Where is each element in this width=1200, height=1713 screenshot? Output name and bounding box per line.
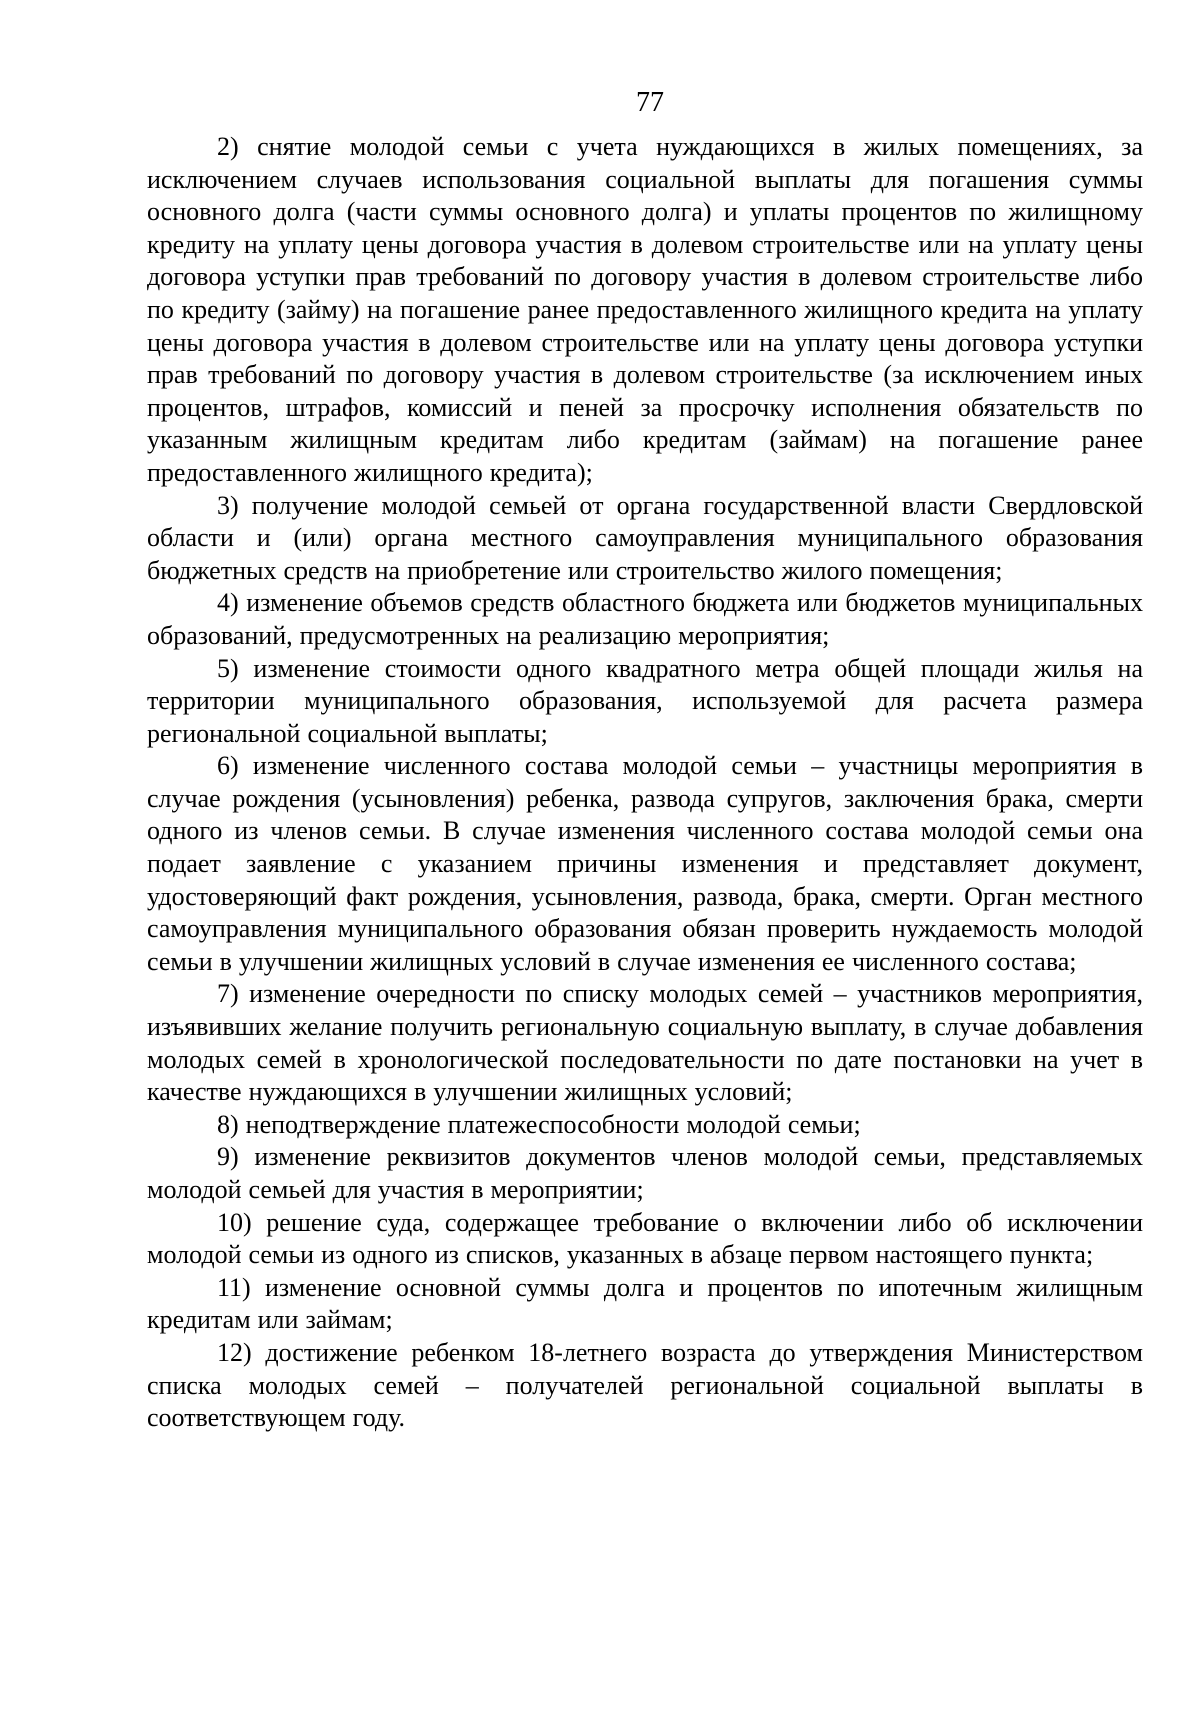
- paragraph-item-3: 3) получение молодой семьей от органа государственной власти Свердловской области и (или) органа местного самоуправления муниципального образования бюджетных средств на приобретение или строительство жилого помещения;: [147, 490, 1143, 585]
- paragraph-item-10: 10) решение суда, содержащее требование о включении либо об исключении молодой семьи из одного из списков, указанных в абзаце первом настоящего пункта;: [147, 1207, 1143, 1270]
- paragraph-item-9: 9) изменение реквизитов документов членов молодой семьи, представляемых молодой семьей для участия в мероприятии;: [147, 1142, 1143, 1204]
- paragraph-item-11: 11) изменение основной суммы долга и процентов по ипотечным жилищным кредитам или займам;: [147, 1272, 1143, 1335]
- paragraph-item-8: 8) неподтверждение платежеспособности молодой семьи;: [217, 1109, 861, 1139]
- paragraph-item-2: 2) снятие молодой семьи с учета нуждающихся в жилых помещениях, за исключением случаев использования социальной выплаты для погашения суммы основного долга (части суммы основного долга) и уплаты процентов по жилищному кредиту на уплату цены договора участия в долевом строительстве или на уплату цены договора уступки прав требований по договору участия в долевом строительстве либо по кредиту (займу) на погашение ранее предоставленного жилищного кредита на уплату цены договора участия в долевом строительстве или на уплату цены договора уступки прав требований по договору участия в долевом строительстве (за исключением иных процентов, штрафов, комиссий и пеней за просрочку исполнения обязательств по указанным жилищным кредитам либо кредитам (займам) на погашение ранее предоставленного жилищного кредита);: [147, 132, 1143, 487]
- paragraph-item-7: 7) изменение очередности по списку молодых семей – участников мероприятия, изъявивших желание получить региональную социальную выплату, в случае добавления молодых семей в хронологической последовательности по дате постановки на учет в качестве нуждающихся в улучшении жилищных условий;: [147, 979, 1143, 1107]
- paragraph-item-12: 12) достижение ребенком 18-летнего возраста до утверждения Министерством списка молодых семей – получателей региональной социальной выплаты в соответствующем году.: [147, 1337, 1143, 1433]
- paragraph-item-5: 5) изменение стоимости одного квадратного метра общей площади жилья на территории муниципального образования, используемой для расчета размера региональной социальной выплаты;: [147, 653, 1143, 748]
- paragraph-item-6: 6) изменение численного состава молодой семьи – участницы мероприятия в случае рождения (усыновления) ребенка, развода супругов, заключения брака, смерти одного из членов семьи. В случае изменения численного состава молодой семьи она подает заявление с указанием причины изменения и представляет документ, удостоверяющий факт рождения, усыновления, развода, брака, смерти. Орган местного самоуправления муниципального образования обязан проверить нуждаемость молодой семьи в улучшении жилищных условий в случае изменения ее численного состава;: [147, 751, 1143, 976]
- paragraph-item-4: 4) изменение объемов средств областного бюджета или бюджетов муниципальных образований, предусмотренных на реализацию мероприятия;: [147, 588, 1143, 650]
- document-body: [147, 131, 1143, 1435]
- page-number: 77: [636, 87, 664, 118]
